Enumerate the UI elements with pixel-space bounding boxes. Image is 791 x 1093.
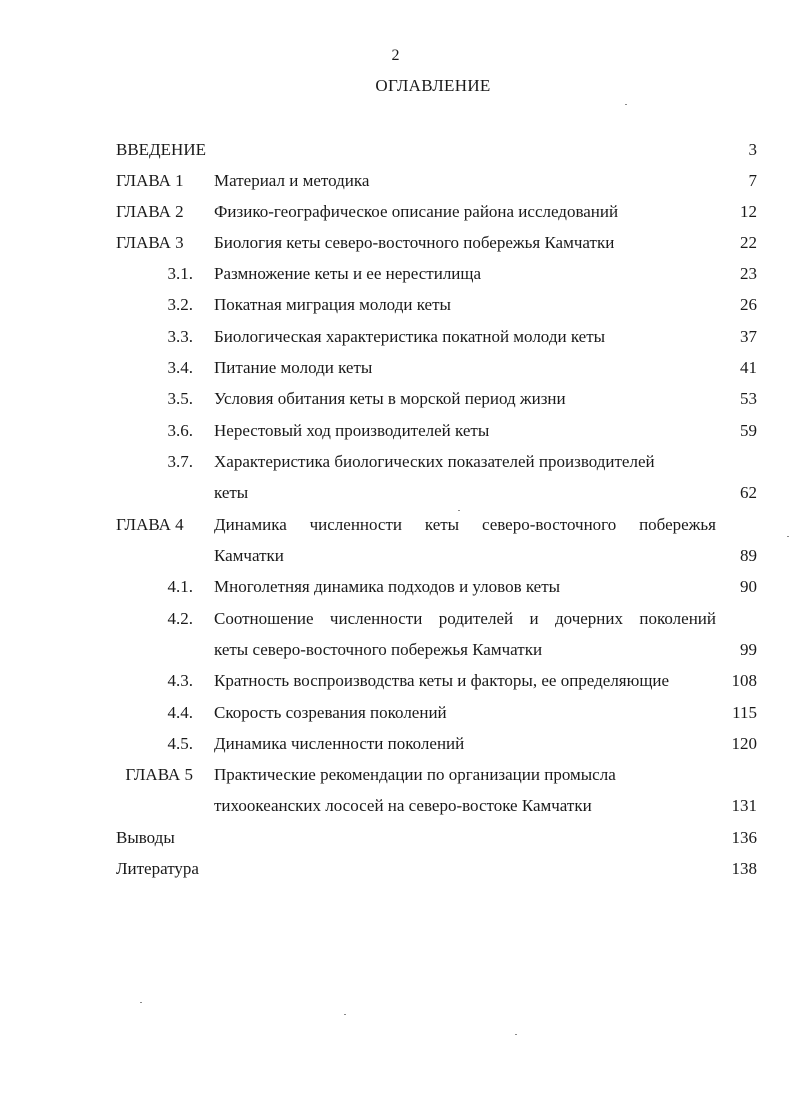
toc-entry-section-3-6 [0,419,791,443]
toc-entry-page: 12 [740,202,757,221]
toc-entry-conclusions [0,826,791,850]
toc-entry-title: Скорость созревания поколений [214,703,447,722]
toc-entry-section-3-1 [0,262,791,286]
toc-entry-chapter-5 [0,763,791,787]
toc-entry-page: 3 [748,140,757,159]
toc-entry-page: 90 [740,577,757,596]
toc-entry-page: 99 [740,640,757,659]
toc-entry-title: Размножение кеты и ее нерестилища [214,264,482,283]
toc-entry-label: Литература [116,859,199,878]
toc-title: ОГЛАВЛЕНИЕ [375,76,491,95]
toc-entry-title: Условия обитания кеты в морской период жизни [214,389,566,408]
toc-entry-page: 131 [731,796,757,815]
toc-entry-label: 4.5. [167,734,193,753]
toc-entry-page: 138 [731,859,757,878]
toc-entry-chapter-4 [0,513,791,537]
toc-entry-label: Выводы [116,828,175,847]
toc-entry-title: Физико-географическое описание района исследований [214,202,619,221]
toc-entry-title-continuation: кеты северо-восточного побережья Камчатки [214,640,543,659]
toc-entry-page: 7 [748,171,757,190]
toc-entry-title-continuation: Камчатки [214,546,284,565]
toc-entry-label: 4.2. [167,609,193,628]
toc-entry-title: Кратность воспроизводства кеты и факторы, ее определяющие [214,671,670,690]
toc-entry-page: 53 [740,389,757,408]
page-number: 2 [391,47,400,64]
scan-speck [515,1034,517,1035]
scan-speck [625,104,627,105]
toc-entry-section-3-2 [0,293,791,317]
toc-entry-section-3-5 [0,387,791,411]
toc-entry-title: Динамика численности кеты северо-восточного побережья [214,515,716,534]
toc-entry-label: 3.7. [167,452,193,471]
toc-entry-title: Соотношение численности родителей и дочерних поколений [214,609,716,628]
scan-speck [140,1002,142,1003]
toc-entry-page: 41 [740,358,757,377]
toc-entry-section-4-3 [0,669,791,693]
toc-entry-introduction [0,138,791,162]
toc-entry-page: 108 [731,671,757,690]
toc-entry-section-3-4 [0,356,791,380]
toc-entry-page: 22 [740,233,757,252]
toc-entry-label: ГЛАВА 2 [116,202,184,221]
scan-speck [787,536,789,537]
toc-entry-label: 3.4. [167,358,193,377]
toc-entry-section-3-7-cont [0,481,791,505]
toc-entry-title: Покатная миграция молоди кеты [214,295,451,314]
toc-entry-title-continuation: тихоокеанских лососей на северо-востоке Камчатки [214,796,592,815]
toc-entry-section-4-5 [0,732,791,756]
toc-entry-section-4-1 [0,575,791,599]
toc-entry-page: 62 [740,483,757,502]
toc-entry-chapter-2 [0,200,791,224]
toc-entry-label: 3.3. [167,327,193,346]
toc-entry-title: Нерестовый ход производителей кеты [214,421,490,440]
toc-entry-page: 89 [740,546,757,565]
toc-entry-page: 136 [731,828,757,847]
toc-entry-label: 3.5. [167,389,193,408]
toc-entry-label: 4.3. [167,671,193,690]
toc-entry-title: Биология кеты северо-восточного побережья Камчатки [214,233,615,252]
toc-entry-title: Питание молоди кеты [214,358,373,377]
toc-entry-section-4-2 [0,607,791,631]
toc-entry-section-3-7 [0,450,791,474]
toc-entry-page: 120 [731,734,757,753]
toc-entry-label: 3.1. [167,264,193,283]
toc-entry-title: Характеристика биологических показателей производителей [214,452,655,471]
toc-entry-chapter-3 [0,231,791,255]
toc-entry-title: Биологическая характеристика покатной молоди кеты [214,327,606,346]
toc-entry-section-4-4 [0,701,791,725]
toc-entry-label: 4.1. [167,577,193,596]
toc-entry-title: Динамика численности поколений [214,734,465,753]
toc-entry-label: ГЛАВА 5 [125,765,193,784]
toc-entry-references [0,857,791,881]
toc-entry-title-continuation: кеты [214,483,249,502]
toc-entry-label: ВВЕДЕНИЕ [116,140,206,159]
toc-entry-section-4-2-cont [0,638,791,662]
toc-entry-title: Материал и методика [214,171,370,190]
scan-speck [458,510,460,511]
toc-entry-chapter-5-cont [0,794,791,818]
toc-entry-page: 23 [740,264,757,283]
toc-entry-page: 59 [740,421,757,440]
toc-entry-label: ГЛАВА 3 [116,233,184,252]
toc-entry-page: 26 [740,295,757,314]
toc-entry-page: 115 [732,703,757,722]
toc-entry-chapter-4-cont [0,544,791,568]
toc-entry-chapter-1 [0,169,791,193]
toc-entry-label: 3.2. [167,295,193,314]
toc-entry-label: ГЛАВА 4 [116,515,184,534]
toc-entry-page: 37 [740,327,757,346]
scan-speck [344,1014,346,1015]
toc-entry-label: ГЛАВА 1 [116,171,184,190]
toc-entry-section-3-3 [0,325,791,349]
toc-entry-title: Многолетняя динамика подходов и уловов кеты [214,577,561,596]
toc-entry-label: 3.6. [167,421,193,440]
toc-entry-label: 4.4. [167,703,193,722]
toc-entry-title: Практические рекомендации по организации промысла [214,765,616,784]
